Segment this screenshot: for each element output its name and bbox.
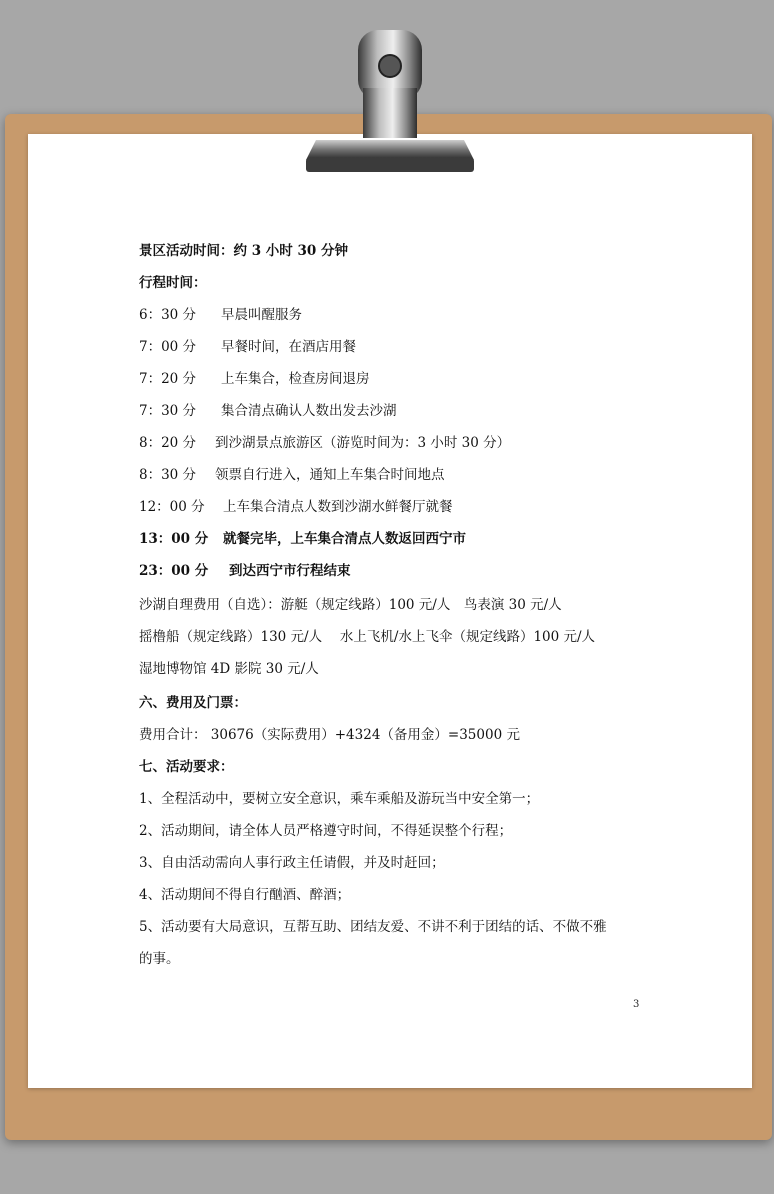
schedule-time: 7：30 分 — [139, 403, 197, 419]
schedule-time: 7：00 分 — [139, 339, 197, 355]
fee-line: 湿地博物馆 4D 影院 30 元/人 — [139, 661, 319, 677]
requirement-item: 3、自由活动需向人事行政主任请假，并及时赶回； — [139, 855, 445, 871]
requirement-item: 4、活动期间不得自行酗酒、醉酒； — [139, 887, 351, 903]
schedule-desc: 到沙湖景点旅游区（游览时间为：3 小时 30 分） — [215, 435, 511, 451]
schedule-desc: 上车集合，检查房间退房 — [221, 371, 370, 387]
schedule-time: 8：30 分 — [139, 467, 197, 483]
fee-total-line: 费用合计： 30676（实际费用）+4324（备用金）=35000 元 — [139, 727, 520, 743]
section-seven-heading: 七、活动要求： — [139, 759, 234, 775]
page-number: 3 — [633, 999, 640, 1010]
schedule-desc: 早晨叫醒服务 — [221, 307, 302, 323]
schedule-heading: 行程时间： — [139, 275, 207, 291]
requirement-item: 2、活动期间，请全体人员严格遵守时间，不得延误整个行程； — [139, 823, 513, 839]
schedule-time: 8：20 分 — [139, 435, 197, 451]
fee-line: 沙湖自理费用（自选）：游艇（规定线路）100 元/人 鸟表演 30 元/人 — [139, 597, 562, 613]
section-six-heading: 六、费用及门票： — [139, 695, 247, 711]
binder-clip-icon — [0, 0, 774, 200]
schedule-item — [139, 402, 397, 420]
schedule-item — [139, 498, 453, 516]
schedule-item — [139, 466, 445, 484]
schedule-desc: 到达西宁市行程结束 — [229, 563, 351, 579]
schedule-item — [139, 370, 370, 388]
schedule-item — [139, 306, 302, 324]
schedule-time: 12：00 分 — [139, 499, 205, 515]
schedule-desc: 集合清点确认人数出发去沙湖 — [221, 403, 397, 419]
fee-line: 摇橹船（规定线路）130 元/人 水上飞机/水上飞伞（规定线路）100 元/人 — [139, 629, 596, 645]
activity-duration-line: 景区活动时间：约 3 小时 30 分钟 — [139, 243, 348, 259]
schedule-item — [139, 434, 510, 452]
schedule-time: 6：30 分 — [139, 307, 197, 323]
schedule-desc: 早餐时间，在酒店用餐 — [221, 339, 356, 355]
schedule-desc: 领票自行进入，通知上车集合时间地点 — [215, 467, 445, 483]
schedule-time: 23：00 分 — [139, 563, 209, 579]
schedule-item — [139, 562, 351, 580]
requirement-item-continued: 的事。 — [139, 951, 180, 967]
schedule-desc: 就餐完毕，上车集合清点人数返回西宁市 — [223, 531, 466, 547]
schedule-desc: 上车集合清点人数到沙湖水鲜餐厅就餐 — [223, 499, 453, 515]
schedule-item — [139, 530, 466, 548]
schedule-item — [139, 338, 356, 356]
requirement-item: 1、全程活动中，要树立安全意识，乘车乘船及游玩当中安全第一； — [139, 791, 540, 807]
requirement-item: 5、活动要有大局意识，互帮互助、团结友爱、不讲不利于团结的话、不做不雅 — [139, 919, 607, 935]
schedule-time: 13：00 分 — [139, 531, 209, 547]
schedule-time: 7：20 分 — [139, 371, 197, 387]
